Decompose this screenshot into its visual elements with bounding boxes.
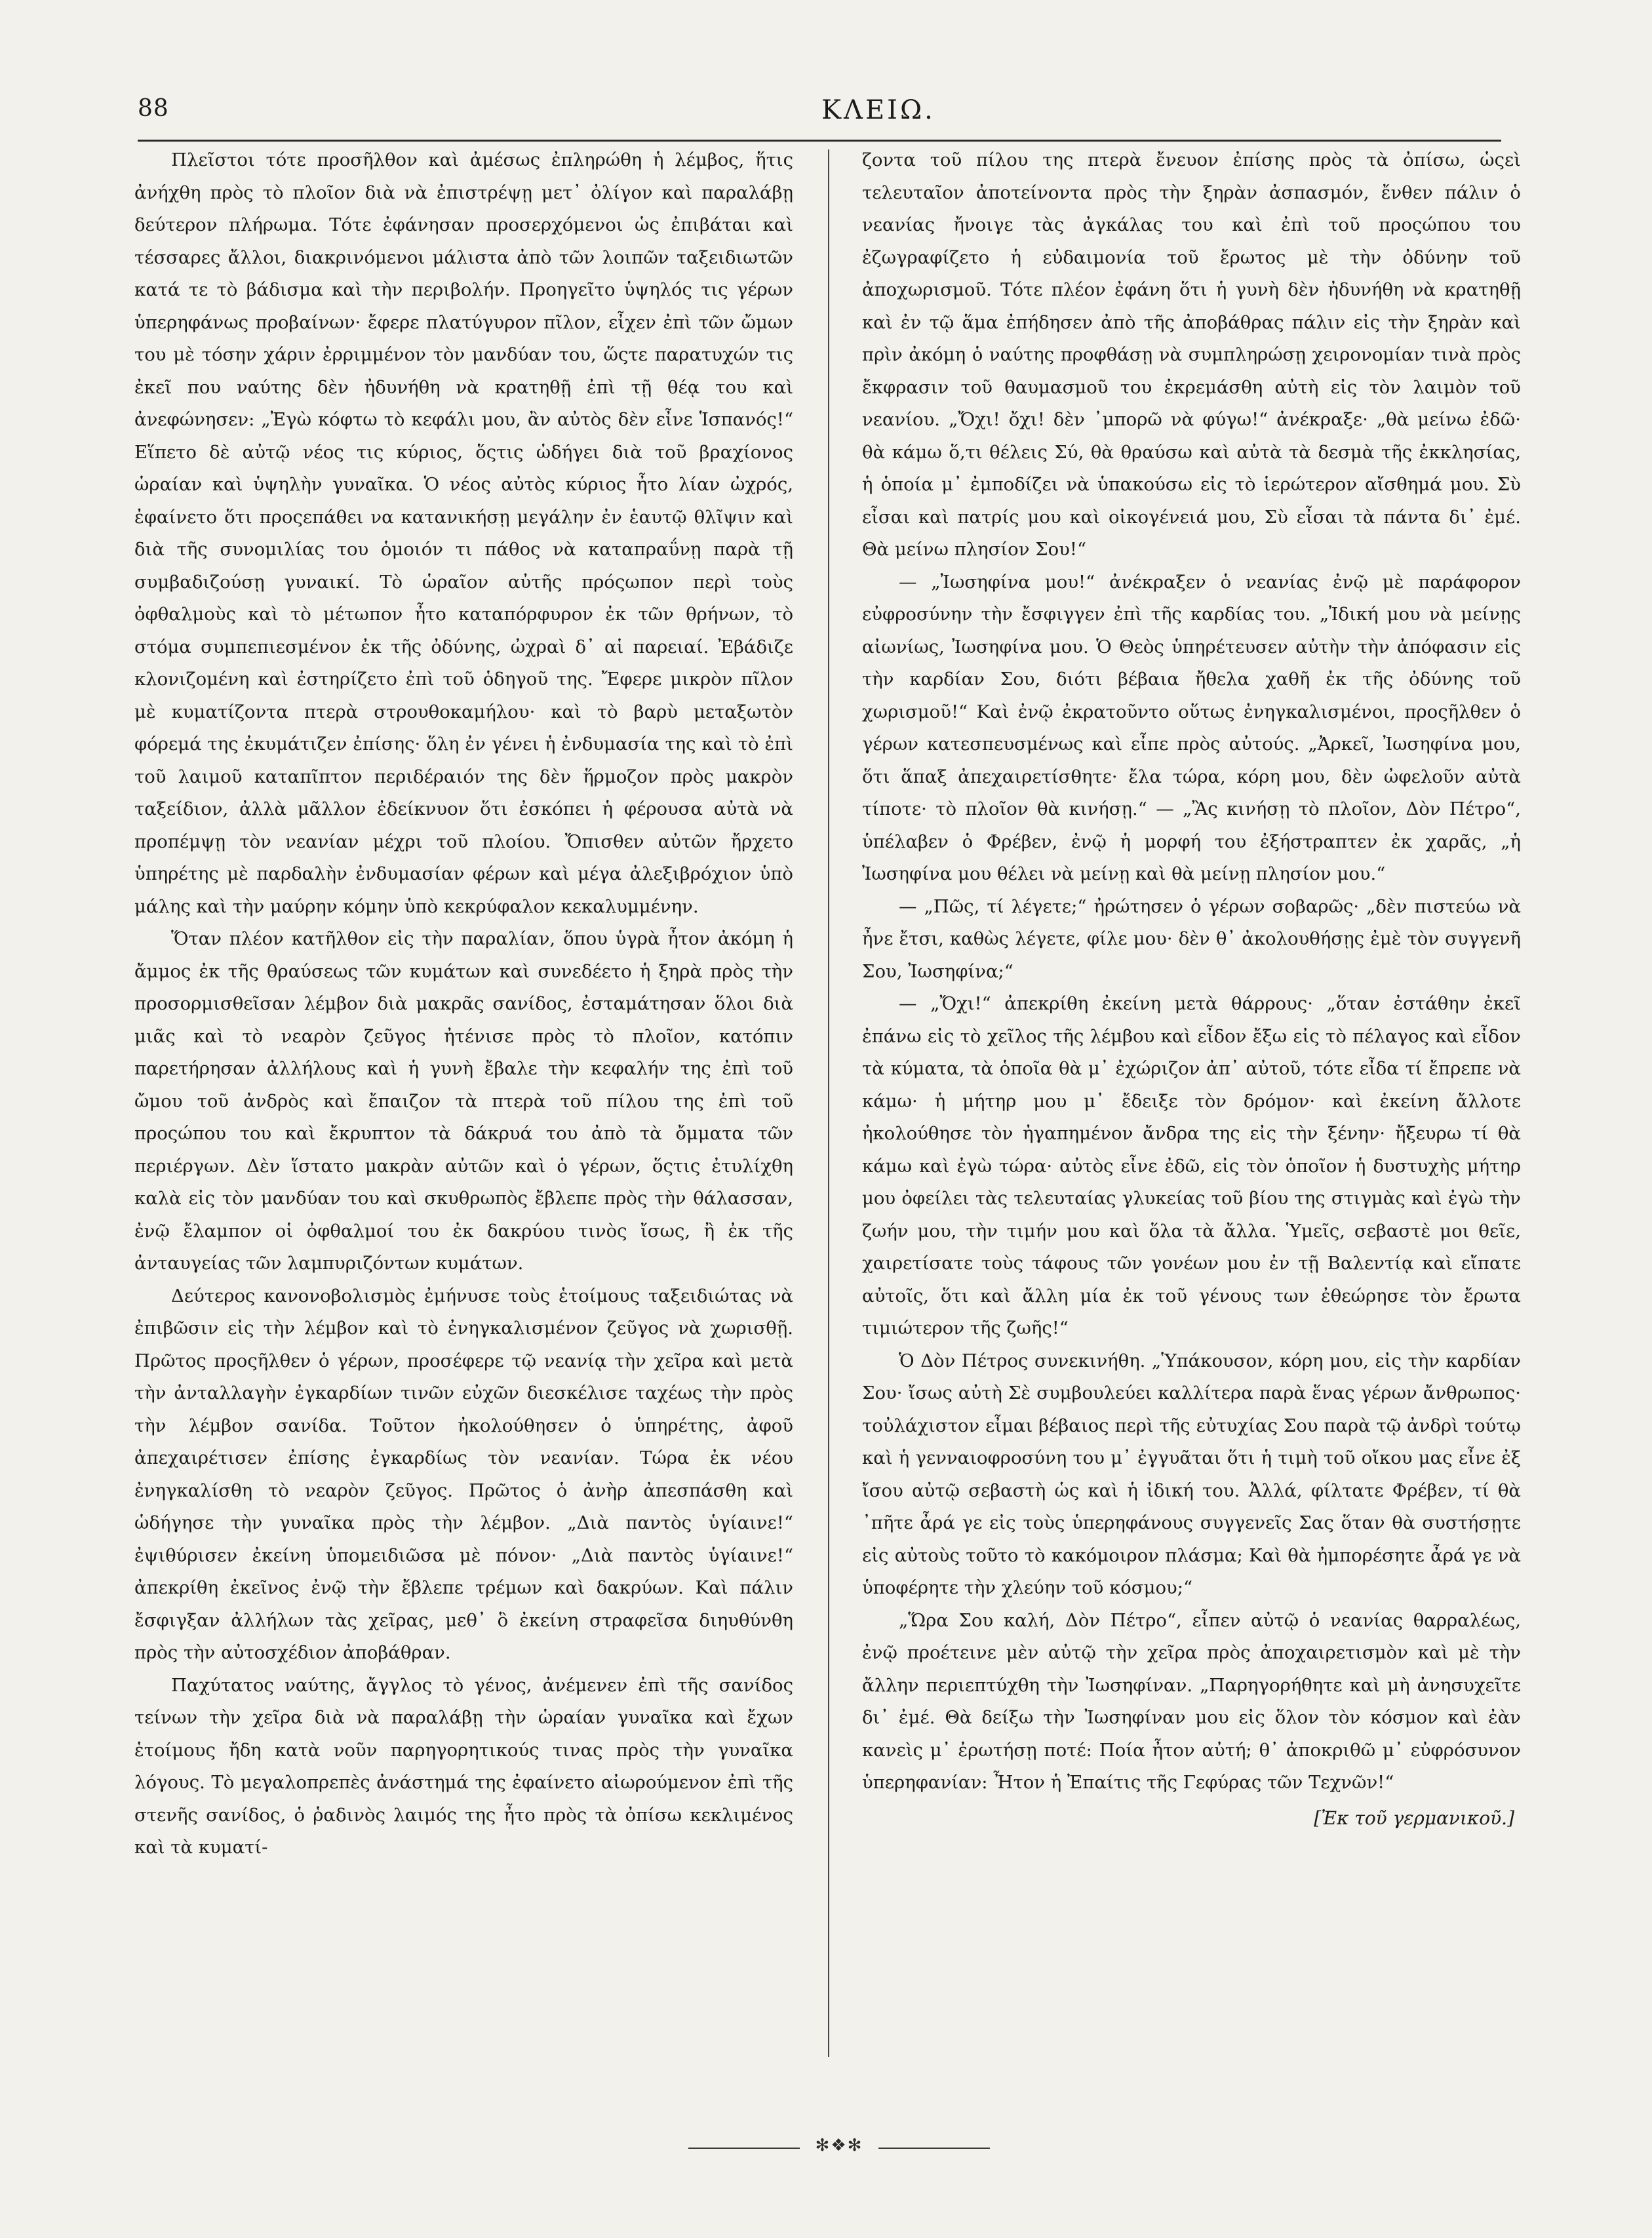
text-columns bbox=[134, 144, 1524, 2124]
left-column bbox=[134, 144, 793, 2117]
paragraph: Ὁ Δὸν Πέτρος συνεκινήθη. „Ὑπάκουσον, κόρη μου, εἰς τὴν καρδίαν Σου· ἴσως αὐτὴ Σὲ συμβουλεύει καλλίτερα παρὰ ἕνας γέρων ἄνθρωπος· τοὐλάχιστον εἶμαι βέβαιος περὶ τῆς εὐτυχίας Σου παρὰ τῷ ἀνδρὶ τούτῳ καὶ ἡ γενναιοφροσύνη του μ᾽ ἐγγυᾶται ὅτι ἡ τιμὴ τοῦ οἴκου μας εἶνε ἐξ ἴσου αὐτῷ σεβαστὴ ὡς καὶ ἡ ἰδική του. Ἀλλά, φίλτατε Φρέβεν, τί θὰ ᾽πῆτε ἆρά γε εἰς τοὺς ὑπερηφάνους συγγενεῖς Σας ὅταν θὰ συστήσῃτε εἰς αὐτοὺς τοῦτο τὸ κακόμοιρον πλάσμα; Καὶ θὰ ἠμπορέσητε ἆρά γε νὰ ὑποφέρητε τὴν χλεύην τοῦ κόσμου;“ bbox=[862, 1350, 1521, 1598]
column-divider bbox=[828, 149, 829, 2057]
paragraph: Ὅταν πλέον κατῆλθον εἰς τὴν παραλίαν, ὅπου ὑγρὰ ἦτον ἀκόμη ἡ ἄμμος ἐκ τῆς θραύσεως τῶν κυμάτων καὶ συνεδέετο ἡ ξηρὰ πρὸς τὴν προσορμισθεῖσαν λέμβον διὰ μακρᾶς σανίδος, ἐσταμάτησαν ὅλοι διὰ μιᾶς καὶ τὸ νεαρὸν ζεῦγος ἠτένισε πρὸς τὸ πλοῖον, κατόπιν παρετήρησαν ἀλλήλους καὶ ἡ γυνὴ ἔβαλε τὴν κεφαλήν της ἐπὶ τοῦ ὤμου τοῦ ἀνδρὸς καὶ ἔπαιζον τὰ πτερὰ τοῦ πίλου της ἐπὶ τοῦ προςώπου του καὶ ἔκρυπτον τὰ δάκρυά του ἀπὸ τὰ ὄμματα τῶν περιέργων. Δὲν ἵστατο μακρὰν αὐτῶν καὶ ὁ γέρων, ὅςτις ἐτυλίχθη καλὰ εἰς τὸν μανδύαν του καὶ σκυθρωπὸς ἔβλεπε πρὸς τὴν θάλασσαν, ἐνῷ ἔλαμπον οἱ ὀφθαλμοί του ἐκ δακρύου τινὸς ἴσως, ἢ ἐκ τῆς ἀνταυγείας τῶν λαμπυριζόντων κυμάτων. bbox=[134, 928, 793, 1274]
ornament-glyph: ✻❖✻ bbox=[815, 2136, 863, 2155]
source-note: [Ἐκ τοῦ γερμανικοῦ.] bbox=[1314, 1807, 1514, 1829]
paragraph: Πλεῖστοι τότε προσῆλθον καὶ ἀμέσως ἐπληρώθη ἡ λέμβος, ἥτις ἀνήχθη πρὸς τὸ πλοῖον διὰ νὰ ἐπιστρέψῃ μετ᾽ ὀλίγον καὶ παραλάβῃ δεύτερον πλήρωμα. Τότε ἐφάνησαν προσερχόμενοι ὡς ἐπιβάται καὶ τέσσαρες ἄλλοι, διακρινόμενοι μάλιστα ἀπὸ τῶν λοιπῶν ταξειδιωτῶν κατά τε τὸ βάδισμα καὶ τὴν περιβολήν. Προηγεῖτο ὑψηλός τις γέρων ὑπερηφάνως προβαίνων· ἔφερε πλατύγυρον πῖλον, εἶχεν ἐπὶ τῶν ὤμων του μὲ τόσην χάριν ἐρριμμένον τὸν μανδύαν του, ὥςτε παρατυχών τις ἐκεῖ που ναύτης δὲν ἠδυνήθη νὰ κρατηθῇ ἐπὶ τῇ θέᾳ του καὶ ἀνεφώνησεν: „Ἐγὼ κόφτω τὸ κεφάλι μου, ἂν αὐτὸς δὲν εἶνε Ἱσπανός!“ Εἵπετο δὲ αὐτῷ νέος τις κύριος, ὅςτις ὡδήγει διὰ τοῦ βραχίονος ὡραίαν καὶ ὑψηλὴν γυναῖκα. Ὁ νέος αὐτὸς κύριος ἦτο λίαν ὠχρός, ἐφαίνετο ὅτι προςεπάθει να κατανικήσῃ μεγάλην ἐν ἑαυτῷ θλῖψιν καὶ διὰ τῆς συνομιλίας του ὁμοιόν τι πάθος νὰ καταπραΰνῃ παρὰ τῇ συμβαδιζούσῃ γυναικί. Τὸ ὡραῖον αὐτῆς πρόςωπον περὶ τοὺς ὀφθαλμοὺς καὶ τὸ μέτωπον ἦτο καταπόρφυρον ἐκ τῶν θρήνων, τὸ στόμα συμπεπιεσμένον ἐκ τῆς ὀδύνης, ὠχραὶ δ᾽ αἱ παρειαί. Ἐβάδιζε κλονιζομένη καὶ ἐστηρίζετο ἐπὶ τοῦ ὁδηγοῦ της. Ἔφερε μικρὸν πῖλον μὲ κυματίζοντα πτερὰ στρουθοκαμήλου· καὶ τὸ βαρὺ μεταξωτὸν φόρεμά της ἐκυμάτιζεν ἐπίσης· ὅλη ἐν γένει ἡ ἐνδυμασία της καὶ τὸ ἐπὶ τοῦ λαιμοῦ καταπῖπτον περιδέραιόν της δὲν ἥρμοζον πρὸς μακρὸν ταξείδιον, ἀλλὰ μᾶλλον ἐδείκνυον ὅτι ἐσκόπει ἡ φέρουσα αὐτὰ νὰ προπέμψῃ τὸν νεανίαν μέχρι τοῦ πλοίου. Ὄπισθεν αὐτῶν ἤρχετο ὑπηρέτης μὲ παρδαλὴν ἐνδυμασίαν φέρων καὶ μέγα ἀλεξιβρόχιον ὑπὸ μάλης καὶ τὴν μαύρην κόμην ὑπὸ κεκρύφαλον κεκαλυμμένην. bbox=[134, 149, 793, 917]
paragraph: „Ὥρα Σου καλή, Δὸν Πέτρο“, εἶπεν αὐτῷ ὁ νεανίας θαρραλέως, ἐνῷ προέτεινε μὲν αὐτῷ τὴν χεῖρα πρὸς ἀποχαιρετισμὸν καὶ μὲ τὴν ἄλλην περιεπτύχθη τὴν Ἰωσηφίναν. „Παρηγορήθητε καὶ μὴ ἀνησυχεῖτε δι᾽ ἐμέ. Θὰ δείξω τὴν Ἰωσηφίναν μου εἰς ὅλον τὸν κόσμον καὶ ἐὰν κανεὶς μ᾽ ἐρωτήσῃ ποτέ: Ποία ἦτον αὐτή; θ᾽ ἀποκριθῶ μ᾽ εὐφρόσυνον ὑπερηφανίαν: Ἦτον ἡ Ἐπαίτις τῆς Γεφύρας τῶν Τεχνῶν!“ bbox=[862, 1609, 1521, 1793]
paragraph: Παχύτατος ναύτης, ἄγγλος τὸ γένος, ἀνέμενεν ἐπὶ τῆς σανίδος τείνων τὴν χεῖρα διὰ νὰ παραλάβῃ τὴν ὡραίαν γυναῖκα καὶ ἔχων ἑτοίμους ἤδη κατὰ νοῦν παρηγορητικούς τινας πρὸς τὴν γυναῖκα λόγους. Τὸ μεγαλοπρεπὲς ἀνάστημά της ἐφαίνετο αἰωρούμενον ἐπὶ τῆς στενῆς σανίδος, ὁ ῥαδινὸς λαιμός της ἦτο πρὸς τὰ ὀπίσω κεκλιμένος καὶ τὰ κυματί- bbox=[134, 1674, 793, 1858]
paragraph: ζοντα τοῦ πίλου της πτερὰ ἔνευον ἐπίσης πρὸς τὰ ὀπίσω, ὡςεὶ τελευταῖον ἀποτείνοντα πρὸς τὴν ξηρὰν ἀσπασμόν, ἔνθεν πάλιν ὁ νεανίας ἤνοιγε τὰς ἀγκάλας του καὶ ἐπὶ τοῦ προςώπου του ἐζωγραφίζετο ἡ εὐδαιμονία τοῦ ἔρωτος μὲ τὴν ὀδύνην τοῦ ἀποχωρισμοῦ. Τότε πλέον ἐφάνη ὅτι ἡ γυνὴ δὲν ἠδυνήθη νὰ κρατηθῇ καὶ ἐν τῷ ἅμα ἐπήδησεν ἀπὸ τῆς ἀποβάθρας πάλιν εἰς τὴν ξηρὰν καὶ πρὶν ἀκόμη ὁ ναύτης προφθάσῃ νὰ συμπληρώσῃ χειρονομίαν τινὰ πρὸς ἔκφρασιν τοῦ θαυμασμοῦ του ἐκρεμάσθη αὐτὴ εἰς τὸν λαιμὸν τοῦ νεανίου. „Ὄχι! ὄχι! δὲν ᾽μπορῶ νὰ φύγω!“ ἀνέκραξε· „θὰ μείνω ἐδῶ· θὰ κάμω ὅ,τι θέλεις Σύ, θὰ θραύσω καὶ αὐτὰ τὰ δεσμὰ τῆς ἐκκλησίας, ἡ ὁποία μ᾽ ἐμποδίζει νὰ ὑπακούσω εἰς τὸ ἱερώτερον αἴσθημά μου. Σὺ εἶσαι καὶ πατρίς μου καὶ οἰκογένειά μου, Σὺ εἶσαι τὰ πάντα δι᾽ ἐμέ. Θὰ μείνω πλησίον Σου!“ bbox=[862, 149, 1521, 560]
paragraph: Δεύτερος κανονοβολισμὸς ἐμήνυσε τοὺς ἑτοίμους ταξειδιώτας νὰ ἐπιβῶσιν εἰς τὴν λέμβον καὶ τὸ ἐνηγκαλισμένον ζεῦγος νὰ χωρισθῇ. Πρῶτος προςῆλθεν ὁ γέρων, προσέφερε τῷ νεανίᾳ τὴν χεῖρα καὶ μετὰ τὴν ἀνταλλαγὴν ἐγκαρδίων τινῶν εὐχῶν διεσκέλισε ταχέως τὴν πρὸς τὴν λέμβον σανίδα. Τοῦτον ἠκολούθησεν ὁ ὑπηρέτης, ἀφοῦ ἀπεχαιρέτισεν ἐπίσης ἐγκαρδίως τὸν νεανίαν. Τώρα ἐκ νέου ἐνηγκαλίσθη τὸ νεαρὸν ζεῦγος. Πρῶτος ὁ ἀνὴρ ἀπεσπάσθη καὶ ὡδήγησε τὴν γυναῖκα πρὸς τὴν λέμβον. „Διὰ παντὸς ὑγίαινε!“ ἐψιθύρισεν ἐκείνη ὑπομειδιῶσα μὲ πόνον· „Διὰ παντὸς ὑγίαινε!“ ἀπεκρίθη ἐκεῖνος ἐνῷ τὴν ἔβλεπε τρέμων καὶ δακρύων. Καὶ πάλιν ἔσφιγξαν ἀλλήλων τὰς χεῖρας, μεθ᾽ ὃ ἐκείνη στραφεῖσα διηυθύνθη πρὸς τὴν αὐτοσχέδιον ἀποβάθραν. bbox=[134, 1285, 793, 1663]
header-rule bbox=[138, 140, 1501, 142]
end-ornament bbox=[669, 2138, 1010, 2158]
paragraph: — „Πῶς, τί λέγετε;“ ἠρώτησεν ὁ γέρων σοβαρῶς· „δὲν πιστεύω νὰ ἦνε ἔτσι, καθὼς λέγετε, φίλε μου· δὲν θ᾽ ἀκολουθήσῃς ἐμὲ τὸν συγγενῆ Σου, Ἰωσηφίνα;“ bbox=[862, 895, 1521, 982]
paragraph: — „Ὄχι!“ ἀπεκρίθη ἐκείνη μετὰ θάρρους· „ὅταν ἐστάθην ἐκεῖ ἐπάνω εἰς τὸ χεῖλος τῆς λέμβου καὶ εἶδον ἔξω εἰς τὸ πέλαγος καὶ εἶδον τὰ κύματα, τὰ ὁποῖα θὰ μ᾽ ἐχώριζον ἀπ᾽ αὐτοῦ, τότε εἶδα τί ἔπρεπε νὰ κάμω· ἡ μήτηρ μου μ᾽ ἔδειξε τὸν δρόμον· καὶ ἐκείνη ἄλλοτε ἠκολούθησε τὸν ἠγαπημένον ἄνδρα της εἰς τὴν ξένην· ἤξευρω τί θὰ κάμω καὶ ἐγὼ τώρα· αὐτὸς εἶνε ἐδῶ, εἰς τὸν ὁποῖον ἡ δυστυχὴς μήτηρ μου ὀφείλει τὰς τελευταίας γλυκείας τοῦ βίου της στιγμὰς καὶ ἐγὼ τὴν ζωήν μου, τὴν τιμήν μου καὶ ὅλα τὰ ἄλλα. Ὑμεῖς, σεβαστὲ μοι θεῖε, χαιρετίσατε τοὺς τάφους τῶν γονέων μου ἐν τῇ Βαλεντίᾳ καὶ εἴπατε αὐτοῖς, ὅτι καὶ ἄλλη μία ἐκ τοῦ γένους των ἐθεώρησε τὸν ἔρωτα τιμιώτερον τῆς ζωῆς!“ bbox=[862, 993, 1521, 1339]
paragraph: — „Ἰωσηφίνα μου!“ ἀνέκραξεν ὁ νεανίας ἐνῷ μὲ παράφορον εὐφροσύνην τὴν ἔσφιγγεν ἐπὶ τῆς καρδίας του. „Ἰδική μου νὰ μείνῃς αἰωνίως, Ἰωσηφίνα μου. Ὁ Θεὸς ὑπηρέτευσεν αὐτὴν τὴν ἀπόφασιν εἰς τὴν καρδίαν Σου, διότι βέβαια ἤθελα χαθῆ ἐκ τῆς ὀδύνης τοῦ χωρισμοῦ!“ Καὶ ἐνῷ ἐκρατοῦντο οὕτως ἐνηγκαλισμένοι, προςῆλθεν ὁ γέρων κατεσπευσμένως καὶ εἶπε πρὸς αὐτούς. „Ἀρκεῖ, Ἰωσηφίνα μου, ὅτι ἅπαξ ἀπεχαιρετίσθητε· ἔλα τώρα, κόρη μου, δὲν ὠφελοῦν αὐτὰ τίποτε· τὸ πλοῖον θὰ κινήσῃ.“ — „Ἂς κινήσῃ τὸ πλοῖον, Δὸν Πέτρο“, ὑπέλαβεν ὁ Φρέβεν, ἐνῷ ἡ μορφή του ἐξήστραπτεν ἐκ χαρᾶς, „ἡ Ἰωσηφίνα μου θέλει νὰ μείνῃ καὶ θὰ μείνῃ πλησίον μου.“ bbox=[862, 571, 1521, 884]
ornament-rule-left bbox=[688, 2148, 800, 2149]
ornament-rule-right bbox=[878, 2148, 990, 2149]
page-number: 88 bbox=[138, 95, 169, 122]
right-column bbox=[862, 144, 1521, 2117]
running-title: ΚΛΕΙΩ. bbox=[821, 95, 935, 125]
page-header bbox=[125, 95, 1488, 141]
